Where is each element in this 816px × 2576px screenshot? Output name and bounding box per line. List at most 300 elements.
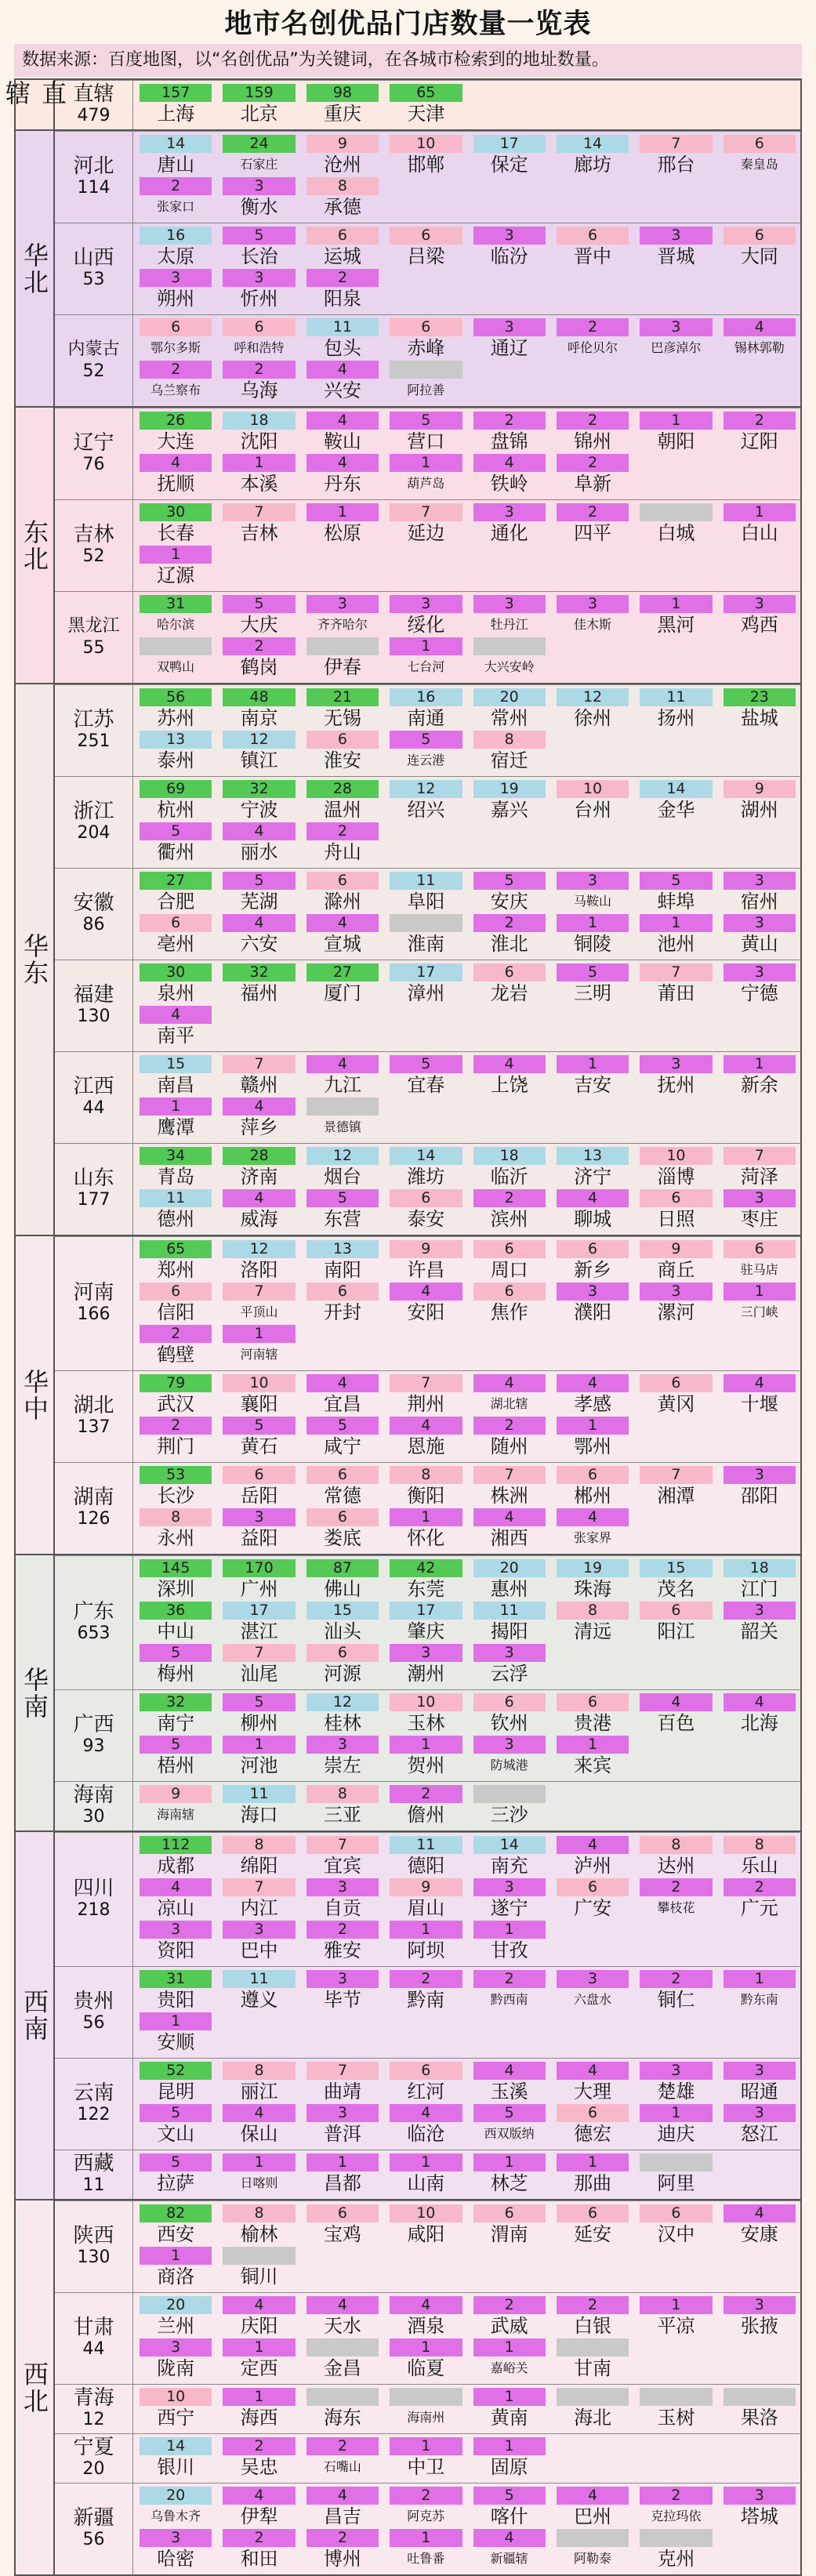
city-name: 双鸭山 <box>157 659 195 674</box>
city-cell <box>390 1693 462 1736</box>
store-count-badge: 2 <box>473 2296 546 2314</box>
city-name: 湖州 <box>740 799 778 821</box>
store-count-badge <box>557 2338 629 2356</box>
city-cell <box>223 1374 295 1417</box>
store-count-badge: 6 <box>557 2104 629 2122</box>
city-cell <box>640 1189 712 1232</box>
store-count-badge: 6 <box>306 227 379 245</box>
city-cell <box>306 1466 379 1508</box>
city-name: 衡阳 <box>407 1485 445 1507</box>
province-cell <box>55 223 133 314</box>
city-name: 泸州 <box>574 1855 612 1877</box>
city-name: 成都 <box>157 1855 195 1877</box>
city-cell <box>140 454 212 496</box>
city-cell <box>140 412 212 454</box>
city-name: 丹东 <box>323 473 361 495</box>
store-count-badge: 3 <box>557 1283 629 1301</box>
city-cell <box>223 2529 295 2571</box>
store-count-badge: 1 <box>473 2437 546 2455</box>
city-name: 嘉峪关 <box>490 2360 528 2375</box>
city-cell <box>390 2062 462 2104</box>
store-count-badge: 4 <box>306 361 379 379</box>
region-section <box>16 2199 800 2574</box>
store-count-badge: 3 <box>473 595 546 613</box>
city-cell <box>140 2012 212 2055</box>
store-count-badge: 4 <box>390 2296 462 2314</box>
city-cell <box>223 1417 295 1459</box>
store-count-badge: 11 <box>473 1602 546 1620</box>
store-count-badge: 4 <box>306 454 379 472</box>
city-cell <box>473 412 546 454</box>
city-cell <box>473 2104 546 2146</box>
city-name: 呼伦贝尔 <box>568 340 618 355</box>
store-count-badge: 1 <box>140 1098 212 1116</box>
city-name: 阿勒泰 <box>574 2551 612 2566</box>
store-count-badge <box>557 2388 629 2406</box>
city-name: 武汉 <box>157 1393 195 1415</box>
city-cell <box>473 1374 546 1417</box>
store-count-badge: 2 <box>640 1970 712 1988</box>
store-count-badge: 20 <box>140 2487 212 2505</box>
city-name: 牡丹江 <box>490 617 528 632</box>
store-count-badge: 5 <box>390 1055 462 1073</box>
city-cell <box>306 269 379 311</box>
city-cell <box>390 2437 462 2480</box>
store-count-badge: 4 <box>390 1283 462 1301</box>
city-cell <box>306 1785 379 1827</box>
city-name: 日照 <box>657 1208 695 1230</box>
store-count-badge: 4 <box>306 412 379 430</box>
city-name: 铜陵 <box>574 933 612 955</box>
city-name: 文山 <box>157 2123 195 2145</box>
city-name: 那曲 <box>574 2172 612 2194</box>
store-count-badge: 36 <box>140 1602 212 1620</box>
city-name: 赣州 <box>240 1074 278 1096</box>
city-cell <box>557 503 629 546</box>
data-source-note: 数据来源：百度地图，以“名创优品”为关键词，在各城市检索到的地址数量。 <box>14 44 802 77</box>
city-name: 宿迁 <box>490 749 528 771</box>
city-cell <box>306 503 379 546</box>
city-cell <box>557 1508 629 1551</box>
province-cell <box>55 777 133 868</box>
city-name: 随州 <box>490 1435 528 1457</box>
store-count-badge <box>473 637 546 655</box>
city-name: 晋中 <box>574 245 612 267</box>
city-name: 茂名 <box>657 1578 695 1600</box>
city-cell <box>306 412 379 454</box>
store-count-badge: 2 <box>223 361 295 379</box>
city-name: 兴安 <box>323 379 361 401</box>
city-name: 鄂尔多斯 <box>151 340 201 355</box>
city-name: 海南辖 <box>157 1807 195 1822</box>
city-name: 铜仁 <box>657 1989 695 2011</box>
city-name: 岳阳 <box>240 1485 278 1507</box>
city-cell <box>223 1147 295 1189</box>
store-count-badge <box>306 1098 379 1116</box>
city-name: 亳州 <box>157 933 195 955</box>
city-list <box>133 1052 800 1143</box>
city-name: 保山 <box>240 2123 278 2145</box>
city-cell <box>724 503 796 546</box>
city-name: 承德 <box>323 196 361 218</box>
city-cell <box>223 2388 295 2430</box>
store-count-badge: 1 <box>306 503 379 521</box>
store-count-badge: 3 <box>724 1189 796 1207</box>
city-name: 石嘴山 <box>323 2459 361 2474</box>
city-name: 河池 <box>240 1754 278 1776</box>
store-count-badge: 1 <box>473 2388 546 2406</box>
store-count-badge: 1 <box>640 412 712 430</box>
store-count-badge: 15 <box>640 1559 712 1577</box>
store-count-badge: 30 <box>140 503 212 521</box>
store-count-badge: 14 <box>390 1147 462 1165</box>
city-name: 通化 <box>490 522 528 544</box>
city-cell <box>390 1878 462 1921</box>
city-cell <box>640 1240 712 1283</box>
city-cell <box>473 503 546 546</box>
store-count-badge: 7 <box>473 1466 546 1484</box>
city-cell <box>473 1559 546 1602</box>
city-cell <box>390 318 462 361</box>
store-count-badge <box>640 2153 712 2171</box>
store-count-badge: 19 <box>557 1559 629 1577</box>
store-count-badge: 8 <box>640 1836 712 1854</box>
store-count-badge: 8 <box>306 177 379 195</box>
store-count-badge: 5 <box>223 595 295 613</box>
store-count-badge: 12 <box>223 731 295 749</box>
city-name: 天津 <box>407 103 445 125</box>
store-count-badge: 1 <box>473 2338 546 2356</box>
city-cell <box>724 872 796 914</box>
store-count-badge: 9 <box>390 1240 462 1258</box>
region-section <box>2 80 800 129</box>
city-name: 滨州 <box>490 1208 528 1230</box>
city-cell <box>724 1055 796 1098</box>
city-name: 商洛 <box>157 2266 195 2288</box>
store-count-badge: 4 <box>557 2062 629 2080</box>
city-name: 昆明 <box>157 2081 195 2103</box>
city-name: 莆田 <box>657 982 695 1004</box>
store-count-badge: 5 <box>306 1417 379 1435</box>
city-list <box>133 132 800 223</box>
city-name: 梧州 <box>157 1754 195 1776</box>
store-count-badge: 31 <box>140 1970 212 1988</box>
province-row <box>55 2483 800 2574</box>
city-name: 博州 <box>323 2548 361 2570</box>
city-name: 丽江 <box>240 2081 278 2103</box>
store-count-badge: 6 <box>306 731 379 749</box>
store-count-badge: 4 <box>140 1878 212 1896</box>
city-name: 唐山 <box>157 154 195 176</box>
city-cell <box>306 2153 379 2196</box>
city-cell <box>473 135 546 177</box>
city-name: 玉树 <box>657 2407 695 2429</box>
store-count-badge: 4 <box>473 1374 546 1392</box>
city-cell <box>473 1189 546 1232</box>
store-count-badge: 3 <box>140 2338 212 2356</box>
city-name: 肇庆 <box>407 1620 445 1642</box>
city-cell <box>557 2388 629 2430</box>
city-name: 绍兴 <box>407 799 445 821</box>
province-row <box>55 1051 800 1143</box>
city-cell <box>223 1055 295 1098</box>
city-cell <box>223 1559 295 1602</box>
province-total: 56 <box>82 2530 105 2549</box>
store-count-badge: 1 <box>557 914 629 932</box>
province-total: 55 <box>82 638 105 658</box>
store-count-badge: 4 <box>223 2296 295 2314</box>
city-cell <box>473 2204 546 2247</box>
store-count-badge: 11 <box>223 1970 295 1988</box>
city-cell <box>140 963 212 1006</box>
city-name: 武威 <box>490 2315 528 2337</box>
city-name: 大连 <box>157 430 195 452</box>
store-count-badge: 6 <box>557 1693 629 1711</box>
city-name: 陇南 <box>157 2357 195 2379</box>
store-count-badge: 14 <box>640 780 712 798</box>
store-count-badge: 5 <box>473 2487 546 2505</box>
store-count-badge: 1 <box>223 454 295 472</box>
store-count-badge: 1 <box>390 2437 462 2455</box>
city-cell <box>306 1055 379 1098</box>
province-row <box>55 314 800 406</box>
store-count-badge: 11 <box>390 1836 462 1854</box>
store-count-badge: 8 <box>223 2062 295 2080</box>
province-cell <box>55 685 133 776</box>
city-cell <box>473 1283 546 1325</box>
city-name: 阜新 <box>574 473 612 495</box>
city-cell <box>390 2296 462 2338</box>
city-cell <box>140 2338 212 2381</box>
province-row <box>55 2433 800 2483</box>
city-name: 金华 <box>657 799 695 821</box>
city-name: 北京 <box>240 103 278 125</box>
province-name: 河北 <box>73 154 114 178</box>
region-name: 华南 <box>16 1555 55 1830</box>
city-cell <box>557 2153 629 2196</box>
city-name: 内江 <box>240 1897 278 1919</box>
store-count-badge: 4 <box>473 1055 546 1073</box>
store-count-badge: 2 <box>640 2487 712 2505</box>
city-cell <box>724 1836 796 1878</box>
city-cell <box>223 872 295 914</box>
city-cell <box>557 227 629 269</box>
store-count-badge: 6 <box>473 2204 546 2222</box>
city-name: 锦州 <box>574 430 612 452</box>
store-count-badge: 32 <box>223 963 295 981</box>
city-cell <box>140 1693 212 1736</box>
city-cell <box>390 1147 462 1189</box>
province-cell <box>55 2059 133 2150</box>
city-name: 湛江 <box>240 1620 278 1642</box>
city-cell <box>306 2388 379 2430</box>
province-name: 云南 <box>73 2081 114 2105</box>
store-count-badge: 2 <box>390 2487 462 2505</box>
city-cell <box>724 1240 796 1283</box>
store-count-badge: 17 <box>390 1602 462 1620</box>
province-total: 86 <box>82 915 105 934</box>
city-name: 桂林 <box>323 1712 361 1734</box>
city-name: 漯河 <box>657 1301 695 1323</box>
province-row <box>55 1462 800 1554</box>
store-count-badge: 3 <box>306 1878 379 1896</box>
city-name: 长治 <box>240 245 278 267</box>
city-name: 邢台 <box>657 154 695 176</box>
city-name: 山南 <box>407 2172 445 2194</box>
province-cell <box>55 81 133 129</box>
city-name: 烟台 <box>323 1166 361 1188</box>
city-cell <box>724 688 796 731</box>
city-name: 松原 <box>323 522 361 544</box>
city-cell <box>473 1240 546 1283</box>
city-list <box>133 1144 800 1235</box>
store-count-badge: 1 <box>640 914 712 932</box>
store-count-badge: 2 <box>223 2529 295 2547</box>
store-count-badge: 18 <box>223 412 295 430</box>
city-cell <box>640 1836 712 1878</box>
city-cell <box>140 2204 212 2247</box>
province-total: 11 <box>82 2175 105 2195</box>
city-cell <box>223 361 295 403</box>
city-cell <box>140 872 212 914</box>
store-count-badge: 9 <box>306 135 379 153</box>
store-count-badge: 112 <box>140 1836 212 1854</box>
province-cell <box>55 1967 133 2058</box>
city-name: 襄阳 <box>240 1393 278 1415</box>
store-count-badge: 52 <box>140 2062 212 2080</box>
city-cell <box>640 2153 712 2196</box>
store-count-badge: 6 <box>640 1374 712 1392</box>
city-name: 海口 <box>240 1804 278 1826</box>
city-name: 锡林郭勒 <box>734 340 785 355</box>
store-count-badge: 1 <box>724 503 796 521</box>
store-count-badge: 8 <box>223 2204 295 2222</box>
province-total: 93 <box>82 1736 105 1756</box>
store-count-badge: 159 <box>223 84 295 102</box>
region-section <box>16 406 800 683</box>
city-cell <box>390 454 462 496</box>
city-cell <box>140 2529 212 2571</box>
store-count-badge: 1 <box>223 1325 295 1343</box>
city-cell <box>223 1921 295 1963</box>
store-count-badge: 30 <box>140 963 212 981</box>
city-cell <box>640 135 712 177</box>
city-name: 商丘 <box>657 1259 695 1281</box>
city-name: 大庆 <box>240 614 278 636</box>
store-count-badge: 3 <box>390 595 462 613</box>
store-count-badge: 1 <box>557 1417 629 1435</box>
city-cell <box>306 914 379 956</box>
store-count-badge: 3 <box>724 2062 796 2080</box>
city-cell <box>640 595 712 637</box>
city-cell <box>140 1189 212 1232</box>
province-name: 江苏 <box>73 708 114 731</box>
city-cell <box>140 822 212 865</box>
store-count-badge: 10 <box>140 2388 212 2406</box>
city-cell <box>390 872 462 914</box>
city-name: 盐城 <box>740 707 778 729</box>
city-name: 连云港 <box>407 753 445 767</box>
store-count-badge <box>390 361 462 379</box>
city-name: 安庆 <box>490 891 528 912</box>
store-count-badge: 4 <box>140 1006 212 1024</box>
city-name: 平顶山 <box>240 1304 278 1319</box>
store-count-badge <box>640 2529 712 2547</box>
city-cell <box>306 1559 379 1602</box>
store-count-badge: 15 <box>306 1602 379 1620</box>
city-cell <box>640 2104 712 2146</box>
province-name: 湖北 <box>73 1394 114 1417</box>
city-name: 忻州 <box>240 288 278 310</box>
province-row <box>55 1143 800 1235</box>
store-count-badge <box>557 2529 629 2547</box>
store-count-badge: 3 <box>140 2529 212 2547</box>
city-name: 衡水 <box>240 196 278 218</box>
city-cell <box>557 1466 629 1508</box>
city-name: 河源 <box>323 1663 361 1685</box>
city-name: 宣城 <box>323 933 361 955</box>
city-name: 十堰 <box>740 1393 778 1415</box>
city-cell <box>640 2204 712 2247</box>
city-name: 清远 <box>574 1620 612 1642</box>
store-count-badge: 6 <box>306 1466 379 1484</box>
store-count-badge: 4 <box>473 2529 546 2547</box>
city-cell <box>306 688 379 731</box>
store-count-badge: 1 <box>640 595 712 613</box>
store-count-badge: 5 <box>140 2104 212 2122</box>
city-cell <box>557 1970 629 2012</box>
city-name: 兰州 <box>157 2315 195 2337</box>
store-count-badge: 69 <box>140 780 212 798</box>
city-name: 驻马店 <box>740 1262 778 1277</box>
store-count-badge: 11 <box>390 872 462 890</box>
city-cell <box>390 135 462 177</box>
city-cell <box>140 731 212 773</box>
city-name: 鞍山 <box>323 430 361 452</box>
city-cell <box>390 914 462 956</box>
city-name: 枣庄 <box>740 1208 778 1230</box>
city-cell <box>223 914 295 956</box>
store-count-badge: 6 <box>557 227 629 245</box>
province-row <box>55 1555 800 1689</box>
city-name: 佳木斯 <box>574 617 612 632</box>
city-name: 渭南 <box>490 2223 528 2245</box>
store-count-badge: 1 <box>306 2153 379 2171</box>
province-name: 海南 <box>73 1783 114 1807</box>
city-cell <box>473 1602 546 1644</box>
city-name: 柳州 <box>240 1712 278 1734</box>
city-cell <box>390 731 462 773</box>
city-cell <box>140 269 212 311</box>
city-cell <box>640 914 712 956</box>
city-name: 百色 <box>657 1712 695 1734</box>
store-count-badge: 2 <box>306 2437 379 2455</box>
store-count-badge: 3 <box>640 318 712 336</box>
city-name: 龙岩 <box>490 982 528 1004</box>
province-total: 204 <box>77 823 111 843</box>
city-name: 秦皇岛 <box>740 157 778 172</box>
city-name: 盘锦 <box>490 430 528 452</box>
city-name: 雅安 <box>323 1939 361 1961</box>
province-cell <box>55 2483 133 2574</box>
city-name: 扬州 <box>657 707 695 729</box>
city-cell <box>140 2247 212 2289</box>
store-count-badge: 6 <box>473 1693 546 1711</box>
city-name: 乌海 <box>240 379 278 401</box>
city-name: 哈尔滨 <box>157 617 195 632</box>
city-cell <box>223 1325 295 1367</box>
province-cell <box>55 1463 133 1554</box>
